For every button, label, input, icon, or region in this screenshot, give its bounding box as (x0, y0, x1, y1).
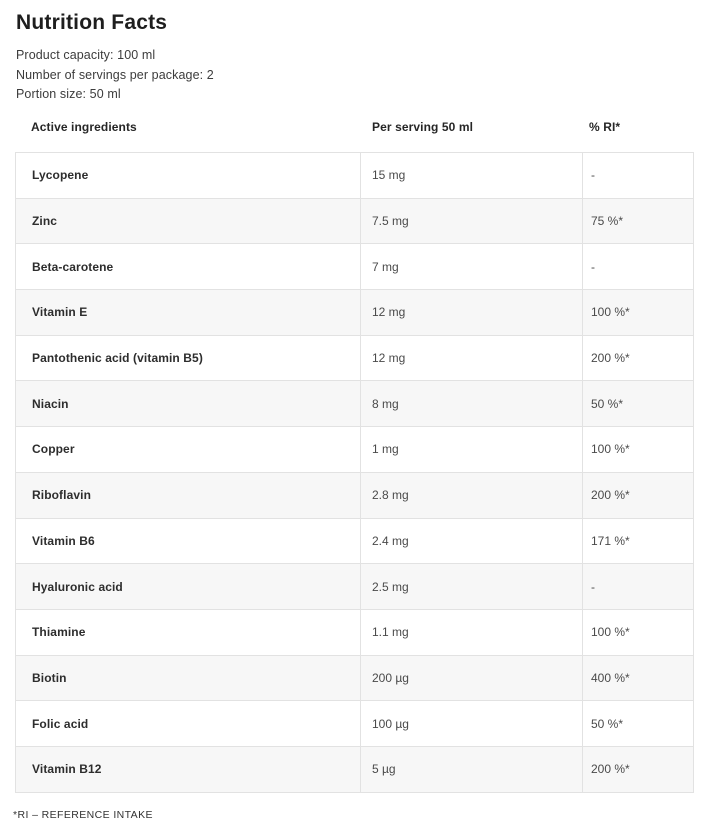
table-row (16, 655, 694, 701)
ingredient-amount: 5 µg (361, 746, 583, 792)
table-row (16, 153, 694, 199)
servings-per-package-text: Number of servings per package: 2 (16, 67, 214, 82)
ingredient-name: Biotin (16, 655, 361, 701)
table-row (16, 472, 694, 518)
ingredient-ri: - (583, 244, 694, 290)
portion-size-text: Portion size: 50 ml (16, 87, 121, 101)
ingredient-name: Zinc (16, 198, 361, 244)
ingredient-amount: 7 mg (361, 244, 583, 290)
page-title: Nutrition Facts (16, 11, 168, 34)
ingredient-ri: 50 %* (583, 701, 694, 747)
table-row (16, 701, 694, 747)
column-header-ri: % RI* (589, 120, 621, 134)
table-row (16, 427, 694, 473)
ingredient-ri: 100 %* (583, 290, 694, 336)
ingredient-ri: 200 %* (583, 746, 694, 792)
ingredient-ri: - (583, 564, 694, 610)
ingredient-name: Copper (16, 427, 361, 473)
column-header-per-serving: Per serving 50 ml (372, 120, 474, 134)
ingredient-ri: 50 %* (583, 381, 694, 427)
table-row (16, 518, 694, 564)
ingredient-amount: 12 mg (361, 290, 583, 336)
ingredient-name: Lycopene (16, 153, 361, 199)
ingredient-ri: 100 %* (583, 427, 694, 473)
table-row (16, 746, 694, 792)
ingredient-ri: 75 %* (583, 198, 694, 244)
ingredient-amount: 15 mg (361, 153, 583, 199)
ingredient-ri: - (583, 153, 694, 199)
table-row (16, 198, 694, 244)
ingredient-ri: 100 %* (583, 609, 694, 655)
product-capacity-text: Product capacity: 100 ml (16, 48, 156, 62)
table-row (16, 564, 694, 610)
table-row (16, 244, 694, 290)
ingredient-amount: 200 µg (361, 655, 583, 701)
ingredient-ri: 400 %* (583, 655, 694, 701)
ingredient-amount: 1 mg (361, 427, 583, 473)
ingredient-name: Riboflavin (16, 472, 361, 518)
ingredient-name: Beta-carotene (16, 244, 361, 290)
nutrition-table (15, 152, 694, 793)
ingredient-amount: 12 mg (361, 335, 583, 381)
ingredient-ri: 200 %* (583, 335, 694, 381)
ingredient-name: Hyaluronic acid (16, 564, 361, 610)
ingredient-name: Vitamin B6 (16, 518, 361, 564)
ingredient-amount: 2.8 mg (361, 472, 583, 518)
ingredient-name: Niacin (16, 381, 361, 427)
ingredient-name: Pantothenic acid (vitamin B5) (16, 335, 361, 381)
ingredient-name: Vitamin E (16, 290, 361, 336)
reference-intake-footnote: *RI – REFERENCE INTAKE (13, 809, 153, 821)
table-header-row (0, 120, 709, 136)
nutrition-table-body (16, 153, 694, 793)
ingredient-amount: 8 mg (361, 381, 583, 427)
ingredient-amount: 100 µg (361, 701, 583, 747)
ingredient-name: Thiamine (16, 609, 361, 655)
ingredient-amount: 1.1 mg (361, 609, 583, 655)
ingredient-ri: 200 %* (583, 472, 694, 518)
table-row (16, 335, 694, 381)
ingredient-ri: 171 %* (583, 518, 694, 564)
table-row (16, 381, 694, 427)
ingredient-name: Vitamin B12 (16, 746, 361, 792)
table-row (16, 609, 694, 655)
column-header-active-ingredients: Active ingredients (31, 120, 137, 134)
ingredient-name: Folic acid (16, 701, 361, 747)
table-row (16, 290, 694, 336)
ingredient-amount: 2.4 mg (361, 518, 583, 564)
ingredient-amount: 7.5 mg (361, 198, 583, 244)
ingredient-amount: 2.5 mg (361, 564, 583, 610)
product-info (16, 46, 214, 105)
